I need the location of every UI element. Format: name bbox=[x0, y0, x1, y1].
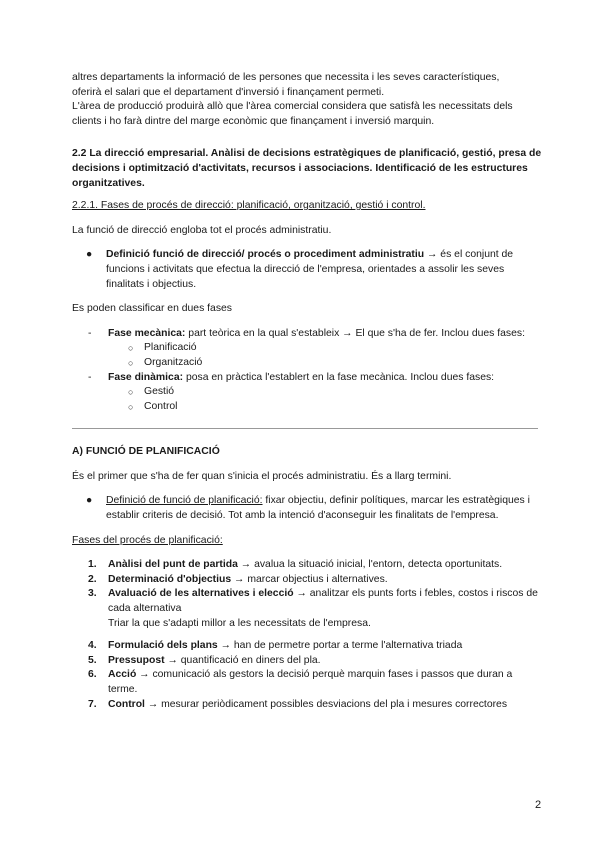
phase-item bbox=[72, 327, 542, 342]
page-number: 2 bbox=[535, 799, 542, 811]
step-number: 3. bbox=[88, 588, 97, 600]
phase-subitem-label: Planificació bbox=[144, 342, 197, 354]
step-text: → mesurar periòdicament possibles desviacions del pla i mesures correctores bbox=[144, 698, 508, 710]
phase-subitem bbox=[72, 385, 542, 400]
step-text: → marcar objectius i alternatives. bbox=[231, 573, 388, 585]
paragraph: La funció de direcció engloba tot el procés administratiu. bbox=[72, 224, 332, 236]
step-term: Control bbox=[108, 698, 145, 710]
paragraph: És el primer que s'ha de fer quan s'inicia el procés administratiu. És a llarg termini. bbox=[72, 470, 452, 482]
document-page bbox=[72, 71, 542, 712]
dash-icon: - bbox=[88, 327, 92, 339]
bullet-dot-icon: ● bbox=[86, 495, 93, 507]
bullet-item bbox=[72, 494, 542, 523]
paragraph: Es poden classificar en dues fases bbox=[72, 303, 232, 315]
step-number: 2. bbox=[88, 573, 97, 585]
bullet-item bbox=[72, 248, 542, 292]
step-extra: Triar la que s'adapti millor a les necessitats de l'empresa. bbox=[108, 617, 371, 629]
intro-line: oferirà el salari que el departament d'inversió i finançament permeti. bbox=[72, 86, 385, 98]
phase-subitem-label: Control bbox=[144, 400, 178, 412]
phase-subitem-label: Organització bbox=[144, 356, 203, 368]
phases-title: Fases del procés de planificació: bbox=[72, 534, 223, 546]
step-number: 5. bbox=[88, 654, 97, 666]
step-item bbox=[72, 698, 542, 713]
definition-term: Definició de funció de planificació: bbox=[106, 495, 263, 507]
bullet-dot-icon: ● bbox=[86, 249, 93, 261]
step-item bbox=[72, 558, 542, 573]
circle-bullet-icon: ○ bbox=[128, 387, 134, 398]
phase-subitem-label: Gestió bbox=[144, 386, 175, 398]
dash-icon: - bbox=[88, 371, 92, 383]
step-text: → avalua la situació inicial, l'entorn, detecta oportunitats. bbox=[237, 559, 503, 571]
intro-line: altres departaments la informació de les persones que necessita i les seves característiques, bbox=[72, 72, 500, 83]
intro-line: L'àrea de producció produirà allò que l'àrea comercial considera que satisfà les necessitats dels bbox=[72, 101, 513, 113]
phase-text: posa en pràctica l'establert en la fase mecànica. Inclou dues fases: bbox=[183, 371, 495, 383]
intro-line: clients i ho farà dintre del marge econòmic que finançament i inversió marquin. bbox=[72, 115, 435, 127]
phase-item bbox=[72, 371, 542, 386]
planning-title: A) FUNCIÓ DE PLANIFICACIÓ bbox=[72, 446, 220, 458]
step-term: Avaluació de les alternatives i elecció bbox=[108, 588, 294, 600]
phase-term: Fase mecànica: bbox=[108, 327, 186, 339]
bullet-text: → és el conjunt de funcions i activitats que efectua la direcció de l'empresa, orientades a assolir les seves finalitats i objectius. bbox=[106, 249, 514, 290]
step-item bbox=[72, 654, 542, 669]
phase-subitem bbox=[72, 400, 542, 415]
step-term: Pressupost bbox=[108, 654, 165, 666]
bullet-term: Definició funció de direcció/ procés o procediment administratiu bbox=[106, 249, 425, 261]
step-number: 4. bbox=[88, 640, 97, 652]
step-number: 1. bbox=[88, 559, 97, 571]
definition-text: fixar objectiu, definir polítiques, marcar les estratègiques i establir criteris de decisió. Tot amb la intenció d'aconseguir les finalitats de l'empresa. bbox=[106, 495, 530, 522]
phase-term: Fase dinàmica: bbox=[108, 371, 184, 383]
circle-bullet-icon: ○ bbox=[128, 343, 134, 354]
step-item bbox=[72, 573, 542, 588]
section-title: 2.2 La direcció empresarial. Anàlisi de decisions estratègiques de planificació, gestió, presa de decisions i optimització d'activitats, recursos i associacions. Identificació de les estructures organitzatives. bbox=[72, 148, 542, 189]
step-number: 6. bbox=[88, 669, 97, 681]
circle-bullet-icon: ○ bbox=[128, 401, 134, 412]
phase-subitem bbox=[72, 341, 542, 356]
step-item bbox=[72, 668, 542, 697]
step-term: Formulació dels plans bbox=[108, 640, 218, 652]
step-item bbox=[72, 587, 542, 631]
step-term: Acció bbox=[108, 669, 137, 681]
phase-subitem bbox=[72, 356, 542, 371]
step-text: → analitzar els punts forts i febles, costos i riscos de cada alternativa bbox=[108, 588, 538, 615]
step-term: Determinació d'objectius bbox=[108, 573, 232, 585]
step-number: 7. bbox=[88, 698, 97, 710]
step-item bbox=[72, 639, 542, 654]
step-text: → han de permetre portar a terme l'alternativa triada bbox=[217, 640, 463, 652]
step-term: Anàlisi del punt de partida bbox=[108, 559, 238, 571]
step-text: → quantificació en diners del pla. bbox=[164, 654, 321, 666]
subsection-title: 2.2.1. Fases de procés de direcció: planificació, organització, gestió i control. bbox=[72, 200, 426, 212]
circle-bullet-icon: ○ bbox=[128, 357, 134, 368]
phase-text: part teòrica en la qual s'estableix → El que s'ha de fer. Inclou dues fases: bbox=[185, 327, 525, 339]
step-text: → comunicació als gestors la decisió perquè marquin fases i passos que duran a terme. bbox=[108, 669, 513, 695]
